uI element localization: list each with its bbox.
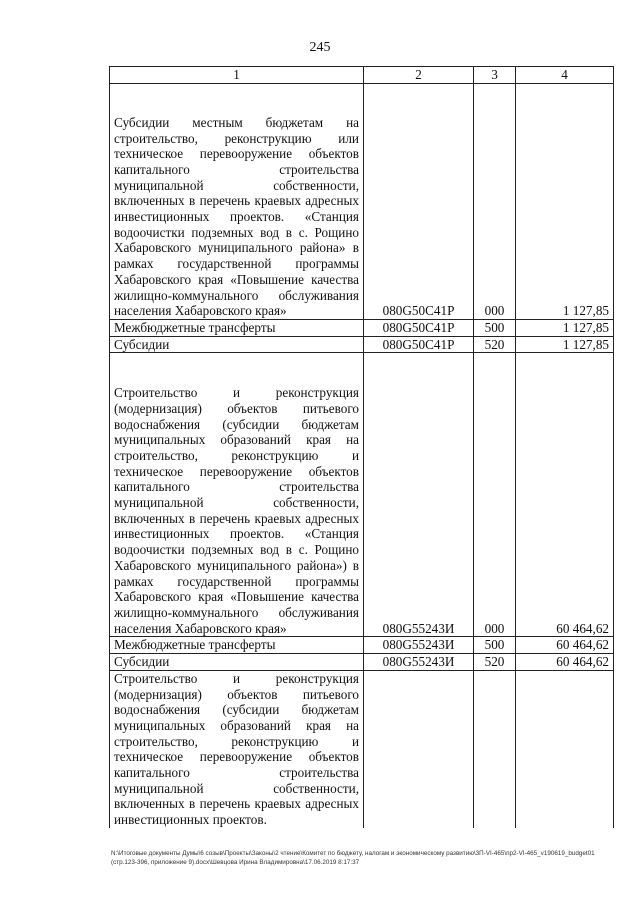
- row-code: 080G50C41P: [364, 320, 474, 337]
- row-amount: 1 127,85: [516, 336, 614, 353]
- table-row: [110, 336, 614, 353]
- header-col-1: 1: [110, 67, 364, 84]
- row-description: Строительство и реконструкция (модернизация) объектов питьевого водоснабжения (субсидии бюджетам муниципальных образований края на строительство, реконструкцию и техническое перевооружение объектов капитального строительства муниципальной собственности, включенных в перечень краевых адресных инвестиционных проектов. «Станция водоочистки подземных вод в с. Рощино Хабаровского муниципального района») в рамках государственной программы Хабаровского края «Повышение качества жилищно-коммунального обслуживания населения Хабаровского края»: [110, 353, 364, 637]
- table-row: [110, 353, 614, 637]
- budget-table: [109, 66, 614, 828]
- table-row: [110, 84, 614, 320]
- row-type: 520: [474, 654, 516, 671]
- row-amount: 60 464,62: [516, 353, 614, 637]
- row-code: 080G55243И: [364, 353, 474, 637]
- row-type: 500: [474, 320, 516, 337]
- table-row: [110, 320, 614, 337]
- row-code: 080G50C41P: [364, 84, 474, 320]
- row-amount: 60 464,62: [516, 654, 614, 671]
- row-type: 000: [474, 84, 516, 320]
- header-col-2: 2: [364, 67, 474, 84]
- table-row: [110, 670, 614, 828]
- row-amount: [516, 670, 614, 828]
- row-amount: 60 464,62: [516, 637, 614, 654]
- row-description: Строительство и реконструкция (модернизация) объектов питьевого водоснабжения (субсидии бюджетам муниципальных образований края на строительство, реконструкцию и техническое перевооружение объектов капитального строительства муниципальной собственности, включенных в перечень краевых адресных инвестиционных проектов.: [110, 670, 364, 828]
- row-type: 000: [474, 353, 516, 637]
- row-amount: 1 127,85: [516, 320, 614, 337]
- row-code: 080G55243И: [364, 654, 474, 671]
- row-amount: 1 127,85: [516, 84, 614, 320]
- row-description: Межбюджетные трансферты: [110, 637, 364, 654]
- row-description: Субсидии местным бюджетам на строительство, реконструкцию или техническое перевооружение объектов капитального строительства муниципальной собственности, включенных в перечень краевых адресных инвестиционных проектов. «Станция водоочистки подземных вод в с. Рощино Хабаровского муниципального района» в рамках государственной программы Хабаровского края «Повышение качества жилищно-коммунального обслуживания населения Хабаровского края»: [110, 84, 364, 320]
- row-description: Субсидии: [110, 654, 364, 671]
- row-type: [474, 670, 516, 828]
- table-row: [110, 637, 614, 654]
- document-footer-path: N:\Итоговые документы Думы\6 созыв\Проекты\Законы\2 чтение\Комитет по бюджету, налогам и экономическому развитию\3П-VI-465\пр2-VI-465_v190619_budget01 (стр.123-396, приложение 9).docx\Шевцова Ирина Владимировна\17.06.2019 8:17:37: [111, 850, 595, 866]
- header-col-3: 3: [474, 67, 516, 84]
- row-code: 080G50C41P: [364, 336, 474, 353]
- row-type: 500: [474, 637, 516, 654]
- table-row: [110, 654, 614, 671]
- row-code: [364, 670, 474, 828]
- header-col-4: 4: [516, 67, 614, 84]
- row-description: Субсидии: [110, 336, 364, 353]
- row-description: Межбюджетные трансферты: [110, 320, 364, 337]
- row-type: 520: [474, 336, 516, 353]
- page-number: 245: [309, 40, 331, 55]
- table-header-row: [110, 67, 614, 84]
- row-code: 080G55243И: [364, 637, 474, 654]
